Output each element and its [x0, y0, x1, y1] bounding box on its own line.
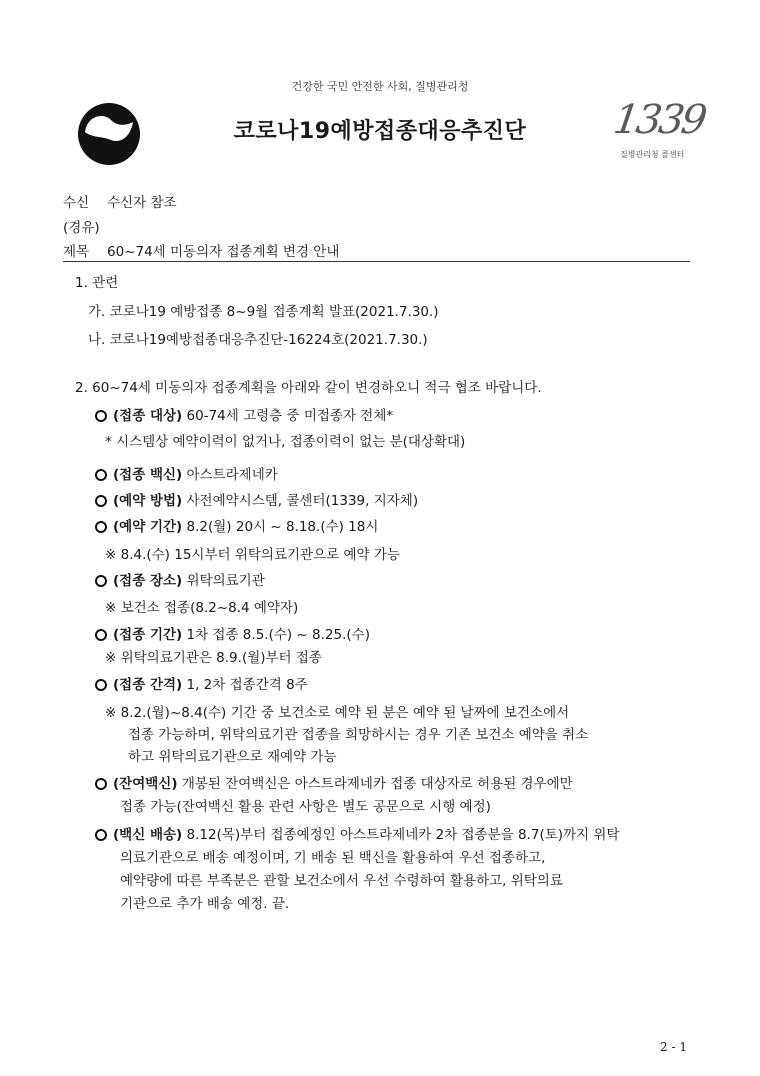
item-residual — [95, 774, 573, 794]
item-vaccine — [95, 465, 278, 485]
target-note: * 시스템상 예약이력이 없거나, 접종이력이 없는 분(대상확대) — [105, 434, 466, 450]
item-interval — [95, 675, 308, 695]
interval-note-line2: 접종 가능하며, 위탁의료기관 접종을 희망하시는 경우 기존 보건소 예약을 취소 — [128, 727, 589, 743]
target-label: (접종 대상) — [113, 408, 183, 424]
method-value: 사전예약시스템, 콜센터(1339, 지자체) — [186, 493, 419, 509]
target-value: 60-74세 고령층 중 미접종자 전체* — [186, 408, 394, 424]
item-delivery — [95, 825, 619, 845]
subject-value: 60~74세 미동의자 접종계획 변경 안내 — [107, 244, 340, 260]
circle-bullet-icon — [95, 410, 107, 422]
circle-bullet-icon — [95, 469, 107, 481]
period-value: 8.2(월) 20시 ~ 8.18.(수) 18시 — [186, 519, 379, 535]
delivery-value-line1: 8.12(목)부터 접종예정인 아스트라제네카 2차 접종분을 8.7(토)까지 위탁 — [186, 827, 620, 843]
residual-label: (잔여백신) — [113, 776, 178, 792]
place-label: (접종 장소) — [113, 573, 183, 589]
section1-heading: 1. 관련 — [75, 275, 119, 291]
residual-value-line2: 접종 가능(잔여백신 활용 관련 사항은 별도 공문으로 시행 예정) — [120, 799, 491, 815]
dates-note: ※ 위탁의료기관은 8.9.(월)부터 접종 — [105, 650, 322, 666]
circle-bullet-icon — [95, 829, 107, 841]
circle-bullet-icon — [95, 575, 107, 587]
vaccine-label: (접종 백신) — [113, 467, 183, 483]
recipient-value: 수신자 참조 — [107, 195, 177, 211]
delivery-label: (백신 배송) — [113, 827, 183, 843]
section2-heading: 2. 60~74세 미동의자 접종계획을 아래와 같이 변경하오니 적극 협조 바랍니다. — [75, 380, 542, 396]
via-label: (경유) — [63, 220, 100, 236]
callcenter-1339-logo — [606, 97, 708, 167]
circle-bullet-icon — [95, 778, 107, 790]
residual-value-line1: 개봉된 잔여백신은 아스트라제네카 접종 대상자로 허용된 경우에만 — [181, 776, 573, 792]
subject-divider — [63, 261, 690, 262]
place-note: ※ 보건소 접종(8.2~8.4 예약자) — [105, 600, 299, 616]
period-note: ※ 8.4.(수) 15시부터 위탁의료기관으로 예약 가능 — [105, 547, 400, 563]
dates-value: 1차 접종 8.5.(수) ~ 8.25.(수) — [186, 627, 370, 643]
logo-1339-subtitle: 질병관리청 콜센터 — [620, 150, 685, 159]
item-method — [95, 491, 418, 511]
subject-label: 제목 — [63, 244, 90, 260]
delivery-value-line3: 예약량에 따른 부족분은 관할 보건소에서 우선 수령하여 활용하고, 위탁의료 — [120, 873, 563, 889]
period-label: (예약 기간) — [113, 519, 183, 535]
org-title: 코로나19예방접종대응추진단 — [233, 119, 527, 144]
page-number: 2 - 1 — [660, 1040, 687, 1054]
item-place — [95, 571, 265, 591]
interval-note-line3: 하고 위탁의료기관으로 재예약 가능 — [128, 749, 337, 765]
delivery-value-line2: 의료기관으로 배송 예정이며, 기 배송 된 백신을 활용하여 우선 접종하고, — [120, 850, 546, 866]
item-period — [95, 517, 378, 537]
item-dates — [95, 625, 370, 645]
delivery-value-line4: 기관으로 추가 배송 예정. 끝. — [120, 896, 290, 912]
slogan: 건강한 국민 안전한 사회, 질병관리청 — [291, 80, 469, 93]
vaccine-value: 아스트라제네카 — [186, 467, 278, 483]
section1-item: 나. 코로나19예방접종대응추진단-16224호(2021.7.30.) — [88, 332, 428, 348]
place-value: 위탁의료기관 — [186, 573, 265, 589]
circle-bullet-icon — [95, 629, 107, 641]
item-target — [95, 406, 393, 426]
logo-1339-number: 1339 — [610, 97, 708, 143]
circle-bullet-icon — [95, 495, 107, 507]
method-label: (예약 방법) — [113, 493, 183, 509]
dates-label: (접종 기간) — [113, 627, 183, 643]
recipient-label: 수신 — [63, 195, 90, 211]
interval-note-line1: ※ 8.2.(월)~8.4(수) 기간 중 보건소로 예약 된 분은 예약 된 날짜에 보건소에서 — [105, 705, 570, 721]
section1-item: 가. 코로나19 예방접종 8~9월 접종계획 발표(2021.7.30.) — [88, 304, 439, 320]
circle-bullet-icon — [95, 521, 107, 533]
circle-bullet-icon — [95, 679, 107, 691]
interval-label: (접종 간격) — [113, 677, 183, 693]
interval-value: 1, 2차 접종간격 8주 — [186, 677, 308, 693]
